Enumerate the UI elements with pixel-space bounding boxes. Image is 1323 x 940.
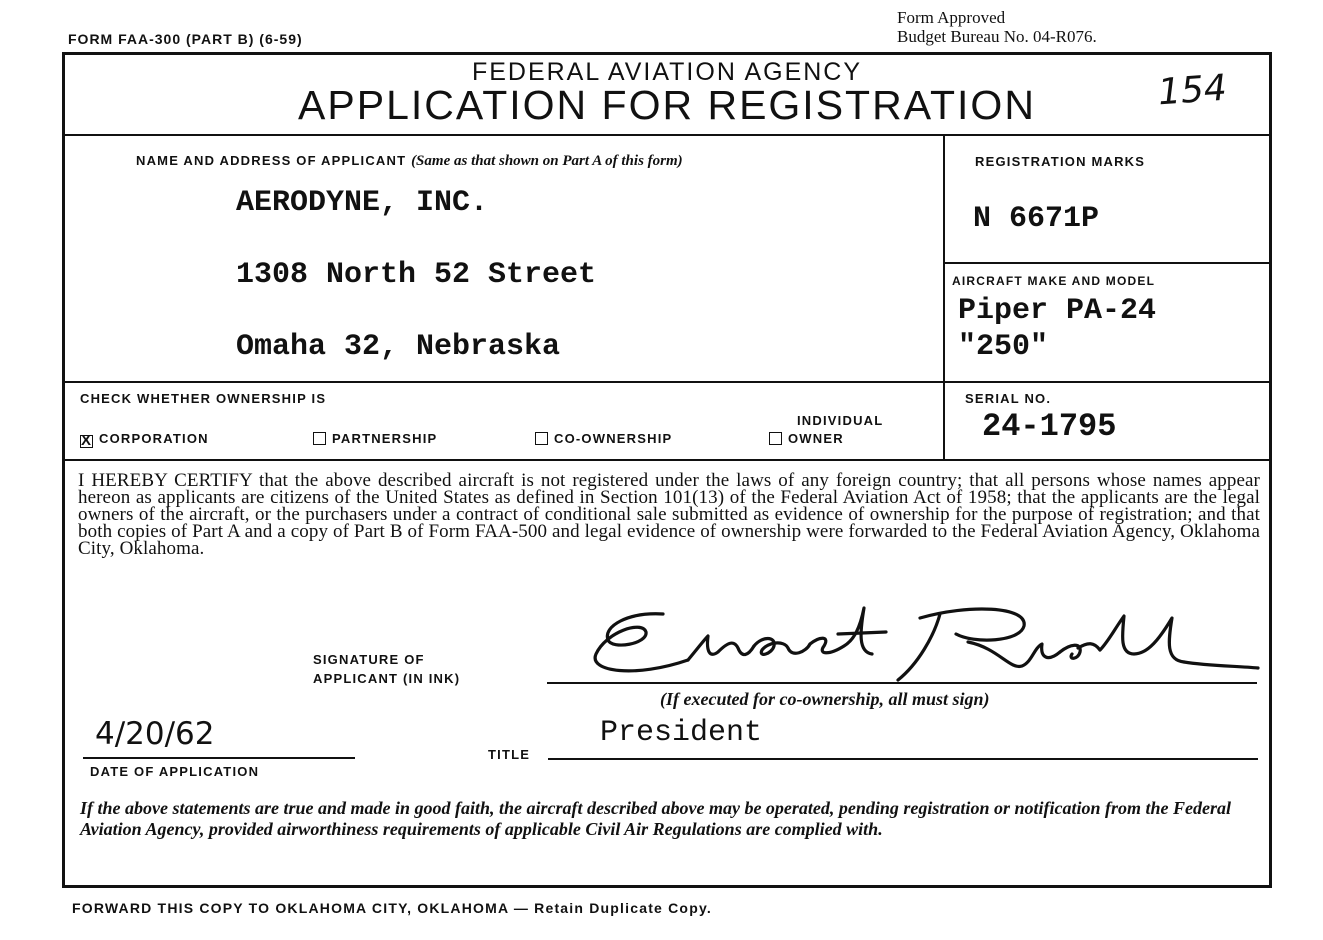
applicant-city: Omaha 32, Nebraska (236, 330, 561, 364)
divider-make (943, 262, 1272, 264)
partnership-checkbox[interactable] (313, 432, 326, 445)
form-title: APPLICATION FOR REGISTRATION (298, 82, 1036, 128)
title-value: President (600, 716, 763, 750)
date-line (83, 757, 355, 759)
approval-line-2: Budget Bureau No. 04-R076. (897, 27, 1097, 46)
serial-label: SERIAL NO. (965, 391, 1052, 406)
co-ownership-label: CO-OWNERSHIP (554, 431, 673, 446)
divider-right-column (943, 134, 945, 459)
corporation-checkbox[interactable]: X (81, 432, 93, 449)
aircraft-make-label: AIRCRAFT MAKE AND MODEL (952, 274, 1156, 288)
divider-ownership (62, 381, 1272, 383)
aircraft-make-line-2: "250" (958, 330, 1049, 364)
operation-note: If the above statements are true and made in good faith, the aircraft described above may be operated, pending registration or notification from the Federal Aviation Agency, provided airworthiness requirements of applicable Civil Air Regulations are complied with. (80, 798, 1231, 839)
ownership-option-corporation (80, 431, 209, 448)
individual-owner-checkbox[interactable] (769, 432, 782, 445)
co-ownership-note: (If executed for co-ownership, all must sign) (660, 689, 990, 709)
applicant-name: AERODYNE, INC. (236, 186, 489, 220)
approval-line-1: Form Approved (897, 8, 1006, 27)
ownership-option-individual (769, 431, 844, 446)
form-number: FORM FAA-300 (PART B) (6-59) (68, 31, 303, 47)
aircraft-make-line-1: Piper PA-24 (958, 294, 1157, 328)
ownership-label: CHECK WHETHER OWNERSHIP IS (80, 391, 327, 406)
applicant-label-text: NAME AND ADDRESS OF APPLICANT (136, 153, 407, 168)
form-approval (897, 8, 1097, 46)
corporation-label: CORPORATION (99, 431, 209, 446)
certification-statement: I HEREBY CERTIFY that the above described aircraft is not registered under the laws of any foreign country; that all persons whose names appear hereon as applicants are citizens of the United States as defined in Section 101(13) of the Federal Aviation Act of 1958; that the applicants are the legal owners of the aircraft, or the purchasers under a contract of conditional sale submitted as evidence of ownership for the purpose of registration; and that both copies of Part A and a copy of Part B of Form FAA-500 and legal evidence of ownership were forwarded to the Federal Aviation Agency, Oklahoma City, Oklahoma. (78, 470, 1260, 559)
applicant-street: 1308 North 52 Street (236, 258, 597, 292)
divider-certification (62, 459, 1272, 461)
co-ownership-checkbox[interactable] (535, 432, 548, 445)
date-label: DATE OF APPLICATION (90, 764, 260, 779)
registration-marks-label: REGISTRATION MARKS (975, 154, 1146, 169)
ownership-option-partnership (313, 431, 437, 446)
individual-owner-label-top: INDIVIDUAL (797, 413, 884, 428)
application-date: 4/20/62 (95, 716, 215, 752)
applicant-hint: (Same as that shown on Part A of this form) (411, 153, 683, 169)
signature-label-line-1: SIGNATURE OF (313, 652, 425, 667)
signature-label (313, 650, 460, 688)
ownership-option-co-ownership (535, 431, 672, 446)
signature-label-line-2: APPLICANT (IN INK) (313, 671, 461, 686)
divider-title (62, 134, 1272, 136)
applicant-label (136, 153, 683, 170)
partnership-label: PARTNERSHIP (332, 431, 438, 446)
title-label: TITLE (488, 747, 531, 762)
agency-name: FEDERAL AVIATION AGENCY (471, 58, 863, 86)
forwarding-instruction: FORWARD THIS COPY TO OKLAHOMA CITY, OKLAHOMA — Retain Duplicate Copy. (72, 900, 712, 916)
registration-marks-value: N 6671P (973, 202, 1100, 236)
individual-owner-label: OWNER (788, 431, 844, 446)
serial-value: 24-1795 (982, 408, 1117, 445)
title-line (548, 758, 1258, 760)
handwritten-document-number: 154 (1156, 67, 1229, 114)
handwritten-signature[interactable] (548, 596, 1260, 686)
